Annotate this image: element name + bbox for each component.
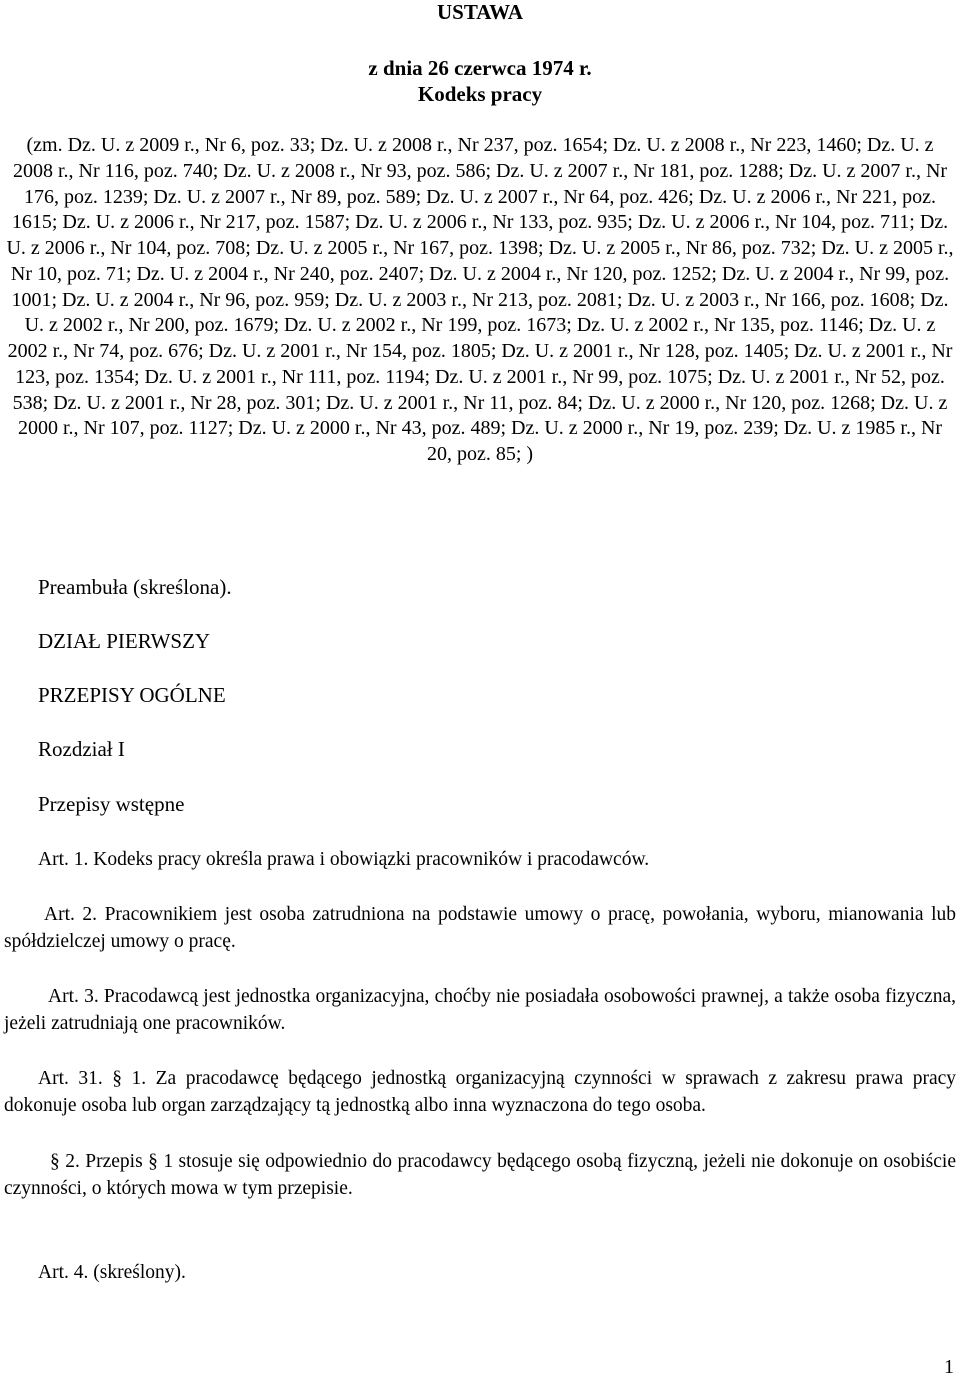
amendments-list: (zm. Dz. U. z 2009 r., Nr 6, poz. 33; Dz. U. z 2008 r., Nr 237, poz. 1654; Dz. U. z 2008 r., Nr 223, 1460; Dz. U. z 2008 r., Nr 116, poz. 740; Dz. U. z 2008 r., Nr 93, poz. 586; Dz. U. z 2007 r., Nr 181, poz. 1288; Dz. U. z 2007 r., Nr 176, poz. 1239; Dz. U. z 2007 r., Nr 89, poz. 589; Dz. U. z 2007 r., Nr 64, poz. 426; Dz. U. z 2006 r., Nr 221, poz. 1615; Dz. U. z 2006 r., Nr 217, poz. 1587; Dz. U. z 2006 r., Nr 133, poz. 935; Dz. U. z 2006 r., Nr 104, poz. 711; Dz. U. z 2006 r., Nr 104, poz. 708; Dz. U. z 2005 r., Nr 167, poz. 1398; Dz. U. z 2005 r., Nr 86, poz. 732; Dz. U. z 2005 r., Nr 10, poz. 71; Dz. U. z 2004 r., Nr 240, poz. 2407; Dz. U. z 2004 r., Nr 120, poz. 1252; Dz. U. z 2004 r., Nr 99, poz. 1001; Dz. U. z 2004 r., Nr 96, poz. 959; Dz. U. z 2003 r., Nr 213, poz. 2081; Dz. U. z 2003 r., Nr 166, poz. 1608; Dz. U. z 2002 r., Nr 200, poz. 1679; Dz. U. z 2002 r., Nr 199, poz. 1673; Dz. U. z 2002 r., Nr 135, poz. 1146; Dz. U. z 2002 r., Nr 74, poz. 676; Dz. U. z 2001 r., Nr 154, poz. 1805; Dz. U. z 2001 r., Nr 128, poz. 1405; Dz. U. z 2001 r., Nr 123, poz. 1354; Dz. U. z 2001 r., Nr 111, poz. 1194; Dz. U. z 2001 r., Nr 99, poz. 1075; Dz. U. z 2001 r., Nr 52, poz. 538; Dz. U. z 2001 r., Nr 28, poz. 301; Dz. U. z 2001 r., Nr 11, poz. 84; Dz. U. z 2000 r., Nr 120, poz. 1268; Dz. U. z 2000 r., Nr 107, poz. 1127; Dz. U. z 2000 r., Nr 43, poz. 489; Dz. U. z 2000 r., Nr 19, poz. 239; Dz. U. z 1985 r., Nr 20, poz. 85; )	[6, 134, 954, 465]
chapter-title: Przepisy wstępne	[38, 792, 185, 816]
article-31-paragraph-2: § 2. Przepis § 1 stosuje się odpowiednio do pracodawcy będącego osobą fizyczną, jeżeli nie dokonuje on osobiście czynności, o których mowa w tym przepisie.	[4, 1151, 956, 1199]
division-title: PRZEPISY OGÓLNE	[38, 683, 226, 707]
document-title: USTAWA	[437, 0, 523, 24]
page-number: 1	[944, 1356, 954, 1378]
article-2: Art. 2. Pracownikiem jest osoba zatrudniona na podstawie umowy o pracę, powołania, wyboru, mianowania lub spółdzielczej umowy o pracę.	[4, 904, 956, 952]
division-heading: DZIAŁ PIERWSZY	[38, 629, 211, 653]
article-1: Art. 1. Kodeks pracy określa prawa i obowiązki pracowników i pracodawców.	[38, 849, 650, 870]
preamble: Preambuła (skreślona).	[38, 575, 232, 599]
document-name: Kodeks pracy	[417, 82, 543, 106]
article-4: Art. 4. (skreślony).	[38, 1262, 186, 1283]
article-3: Art. 3. Pracodawcą jest jednostka organizacyjna, choćby nie posiadała osobowości prawnej, a także osoba fizyczna, jeżeli zatrudniają one pracowników.	[4, 986, 956, 1034]
chapter-heading: Rozdział I	[38, 737, 125, 761]
document-date: z dnia 26 czerwca 1974 r.	[368, 56, 592, 80]
article-31-paragraph-1: Art. 31. § 1. Za pracodawcę będącego jednostką organizacyjną czynności w sprawach z zakresu prawa pracy dokonuje osoba lub organ zarządzający tą jednostką albo inna wyznaczona do tego osoba.	[4, 1068, 956, 1116]
